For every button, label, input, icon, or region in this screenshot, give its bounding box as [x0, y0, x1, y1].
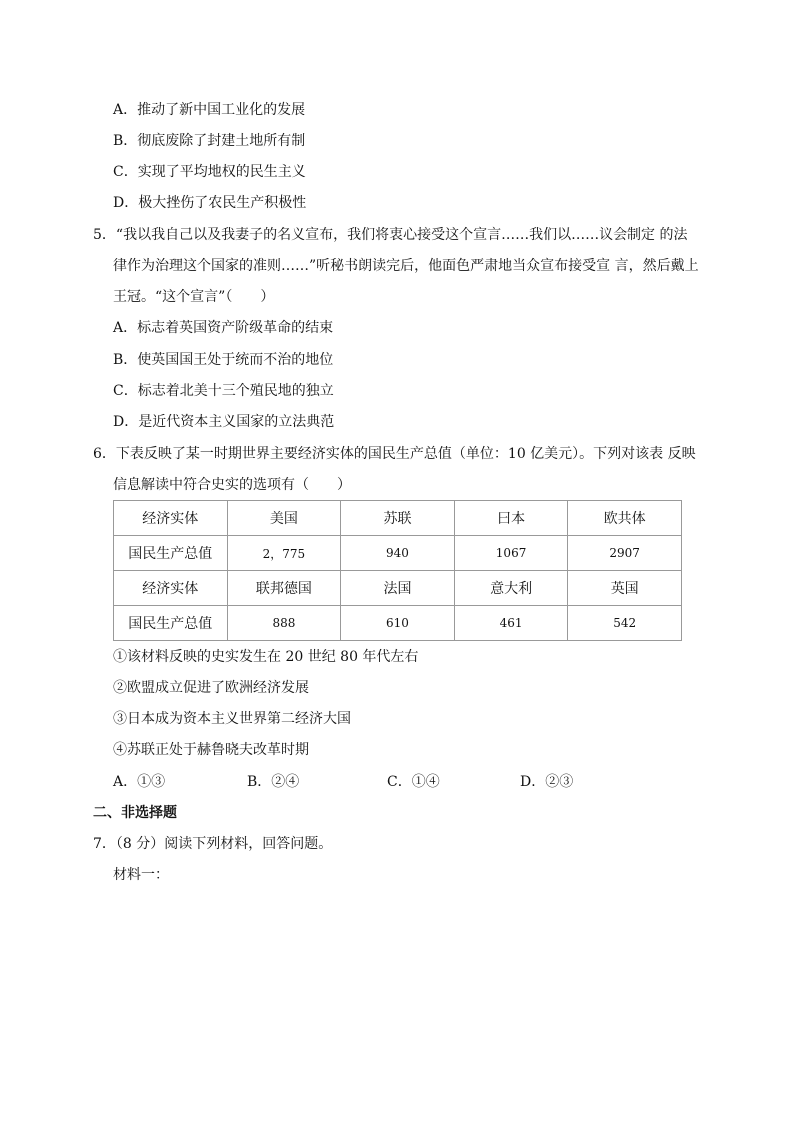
q5-stem-line-1: 5．“我以我自己以及我妻子的名义宣布，我们将衷心接受这个宣言……我们以……议会制定 的法 [93, 227, 688, 243]
q6-choice-d: D．②③ [520, 774, 574, 790]
q5-option-b: B．使英国国王处于统而不治的地位 [113, 352, 334, 368]
table-cell: 2，775 [227, 536, 341, 571]
q6-statement-4: ④苏联正处于赫鲁晓夫改革时期 [113, 742, 309, 758]
q6-statement-2: ②欧盟成立促进了欧洲经济发展 [113, 680, 309, 696]
q4-option-b: B．彻底废除了封建土地所有制 [113, 133, 306, 149]
table-cell: 意大利 [454, 571, 568, 606]
section-heading: 二、非选择题 [93, 805, 177, 821]
table-cell: 940 [341, 536, 455, 571]
q5-stem-line-3: 王冠。“这个宣言”（ ） [113, 289, 275, 305]
table-cell: 542 [568, 606, 682, 641]
table-row [114, 606, 682, 641]
q5-option-d: D．是近代资本主义国家的立法典范 [113, 414, 335, 430]
table-cell: 法国 [341, 571, 455, 606]
table-cell: 888 [227, 606, 341, 641]
table-cell: 国民生产总值 [114, 606, 228, 641]
q6-stem-line-2: 信息解读中符合史实的选项有（ ） [113, 477, 351, 493]
q6-choice-b: B．②④ [247, 774, 300, 790]
q4-option-c: C．实现了平均地权的民生主义 [113, 164, 306, 180]
table-cell: 联邦德国 [227, 571, 341, 606]
table-cell: 欧共体 [568, 501, 682, 536]
q5-option-c: C．标志着北美十三个殖民地的独立 [113, 383, 334, 399]
gdp-table [113, 500, 682, 641]
table-row [114, 536, 682, 571]
table-row [114, 571, 682, 606]
material-label: 材料一： [113, 867, 169, 883]
q4-option-d: D．极大挫伤了农民生产积极性 [113, 195, 307, 211]
table-cell: 经济实体 [114, 571, 228, 606]
table-cell: 美国 [227, 501, 341, 536]
table-cell: 苏联 [341, 501, 455, 536]
q4-option-a: A．推动了新中国工业化的发展 [113, 102, 306, 118]
table-row [114, 501, 682, 536]
table-cell: 461 [454, 606, 568, 641]
table-cell: 1067 [454, 536, 568, 571]
q6-statement-3: ③日本成为资本主义世界第二经济大国 [113, 711, 351, 727]
table-cell: 经济实体 [114, 501, 228, 536]
table-cell: 英国 [568, 571, 682, 606]
q6-stem-line-1: 6．下表反映了某一时期世界主要经济实体的国民生产总值（单位：10 亿美元）。下列对该表 反映 [93, 446, 696, 462]
q7-stem: 7．（8 分）阅读下列材料，回答问题。 [93, 836, 333, 852]
q6-choice-c: C．①④ [387, 774, 440, 790]
q5-stem-line-2: 律作为治理这个国家的准则……”听秘书朗读完后，他面色严肃地当众宣布接受宣 言，然后戴上 [113, 258, 699, 274]
q6-choice-a: A．①③ [113, 774, 166, 790]
table-cell: 610 [341, 606, 455, 641]
table-cell: 2907 [568, 536, 682, 571]
q5-option-a: A．标志着英国资产阶级革命的结束 [113, 320, 334, 336]
q6-choices [113, 771, 673, 791]
table-cell: 曰本 [454, 501, 568, 536]
q6-statement-1: ①该材料反映的史实发生在 20 世纪 80 年代左右 [113, 649, 419, 665]
table-cell: 国民生产总值 [114, 536, 228, 571]
